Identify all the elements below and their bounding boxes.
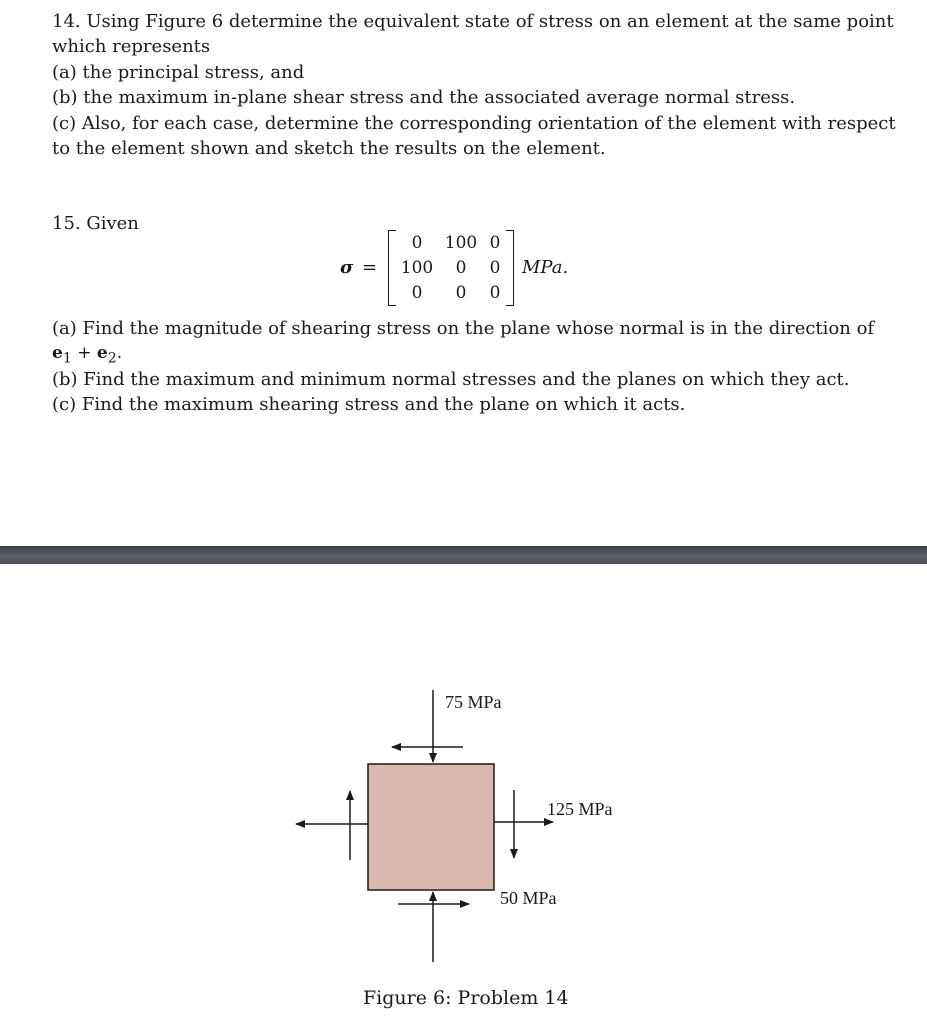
matrix-cell-2-1: 100 xyxy=(400,258,434,278)
equals-sign: = xyxy=(362,257,378,278)
matrix-cell-2-3: 0 xyxy=(489,258,501,278)
matrix-cell-1-1: 0 xyxy=(411,233,423,253)
matrix-left-bracket xyxy=(388,230,396,306)
p15-part-c: (c) Find the maximum shearing stress and the plane on which it acts. xyxy=(52,394,686,415)
p14-part-b: (b) the maximum in-plane shear stress and the associated average normal stress. xyxy=(52,87,796,108)
matrix-right-bracket xyxy=(506,230,514,306)
p14-part-a: (a) the principal stress, and xyxy=(52,62,305,83)
p14-line2: which represents xyxy=(52,36,211,57)
matrix-cell-2-2: 0 xyxy=(455,258,467,278)
matrix-cell-1-2: 100 xyxy=(444,233,478,253)
p14-part-c-line2: to the element shown and sketch the results on the element. xyxy=(52,138,606,159)
label-75-mpa: 75 MPa xyxy=(445,692,502,712)
figure-6 xyxy=(0,564,927,1024)
matrix-cell-1-3: 0 xyxy=(489,233,501,253)
matrix-cell-3-3: 0 xyxy=(489,283,501,303)
p14-line1: 14. Using Figure 6 determine the equivalent state of stress on an element at the same point xyxy=(52,11,894,32)
figure-caption: Figure 6: Problem 14 xyxy=(363,987,569,1009)
sigma-symbol: σ xyxy=(340,257,354,278)
matrix-cell-3-1: 0 xyxy=(411,283,423,303)
plus-sign: + xyxy=(71,343,97,363)
vector-e2-subscript: 2 xyxy=(107,350,117,367)
matrix-unit: MPa. xyxy=(522,257,569,278)
matrix-cell-3-2: 0 xyxy=(455,283,467,303)
p15-part-b: (b) Find the maximum and minimum normal stresses and the planes on which they act. xyxy=(52,369,850,390)
stress-element-square xyxy=(368,764,494,890)
p15-heading: 15. Given xyxy=(52,213,139,234)
vector-e1: e xyxy=(52,343,63,363)
stress-matrix xyxy=(388,228,514,306)
vector-e2: e xyxy=(96,343,108,363)
vector-e1-subscript: 1 xyxy=(62,350,72,367)
label-125-mpa: 125 MPa xyxy=(547,799,613,819)
period: . xyxy=(116,343,123,363)
p14-part-c-line1: (c) Also, for each case, determine the corresponding orientation of the element with respect xyxy=(52,113,896,134)
label-50-mpa: 50 MPa xyxy=(500,888,557,908)
p15-part-a-line1: (a) Find the magnitude of shearing stress on the plane whose normal is in the direction of xyxy=(52,318,875,339)
stress-element-diagram xyxy=(0,564,927,1024)
page-divider-bar xyxy=(0,546,927,564)
